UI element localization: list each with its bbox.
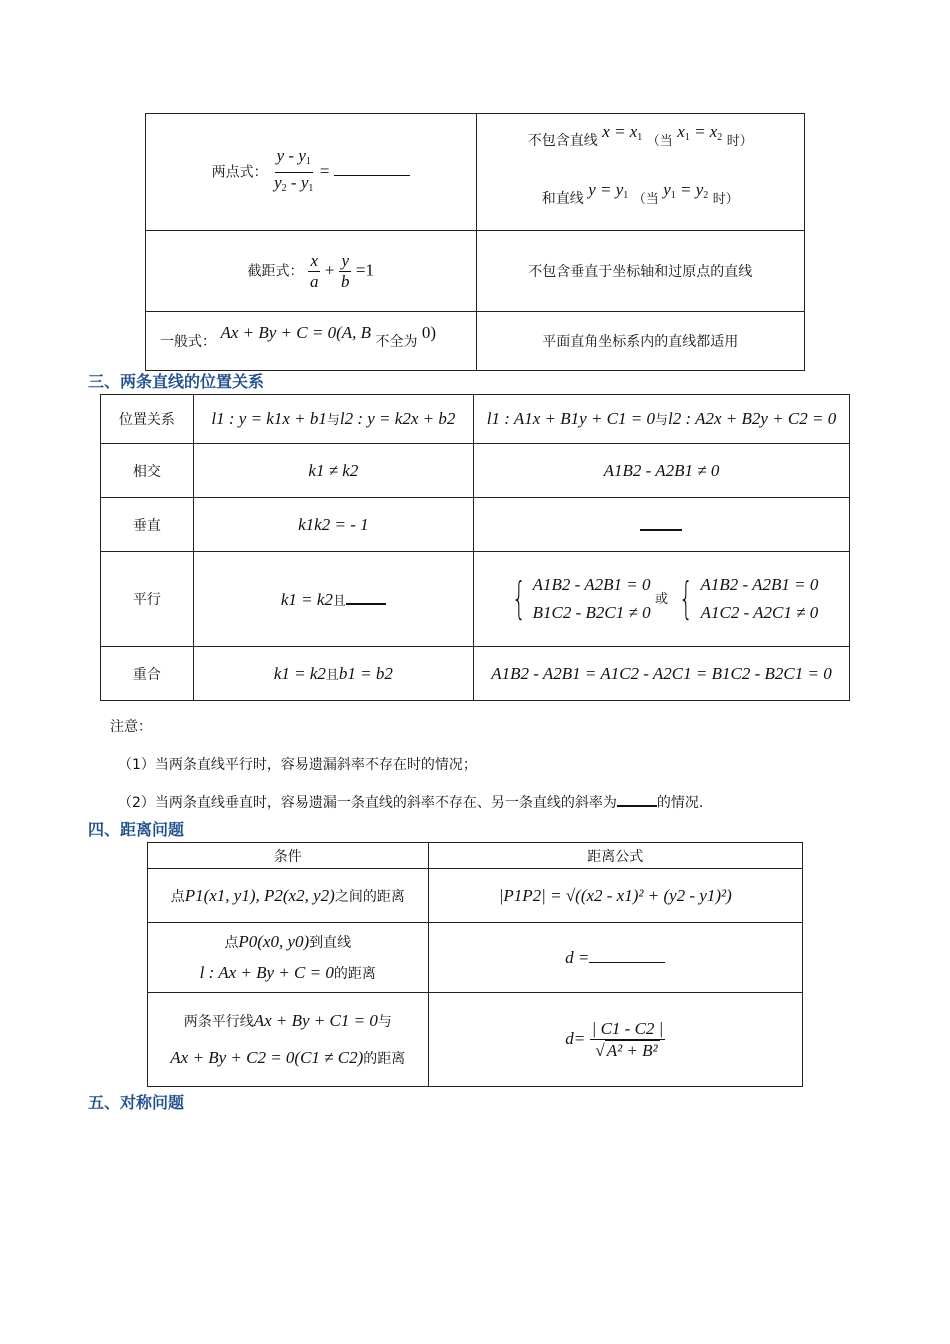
point-line-distance-cond: 点P0(x0, y0)到直线 l : Ax + By + C = 0的距离 <box>148 923 429 993</box>
parallel-sys1-line2: B1C2 - B2C1 ≠ 0 <box>532 603 651 622</box>
point-line-distance-formula: d = <box>428 923 802 993</box>
section-5-heading: 五、对称问题 <box>88 1093 185 1112</box>
cond2-when-eq: $y_1 = y_2$ <box>663 180 709 201</box>
perpendicular-slope: k1k2 = - 1 <box>193 498 473 552</box>
line-equation-forms-table <box>145 113 805 371</box>
intercept-condition: 不包含垂直于坐标轴和过原点的直线 <box>528 264 753 280</box>
pos-header-slope: l1 : y = k1x + b1与l2 : y = k2x + b2 <box>193 395 473 444</box>
notes-item-1: （1）当两条直线平行时，容易遗漏斜率不存在时的情况； <box>118 757 477 773</box>
parallel-sys2-line2: A1C2 - A2C1 ≠ 0 <box>700 603 819 622</box>
parallel-lines-distance-formula: d= $\frac{| C1 - C2 |}{\text{√ A² + B²}}$ <box>428 993 802 1087</box>
cond2-eq: $y = y_1$ <box>588 180 629 201</box>
parallel-sys2-line1: A1B2 - A2B1 = 0 <box>700 575 819 594</box>
notes-blank <box>617 791 657 807</box>
general-form-end: 0) <box>421 323 437 342</box>
intersect-label: 相交 <box>101 444 194 498</box>
intercept-condition-cell <box>476 231 804 312</box>
two-point-blank <box>334 161 410 176</box>
intercept-frac-y: $\frac{y}{b}$ <box>340 250 350 291</box>
two-point-condition-cell <box>476 114 804 231</box>
intersect-slope: k1 ≠ k2 <box>193 444 473 498</box>
general-form-formula: Ax + By + C = 0(A, B <box>220 323 371 342</box>
cond1-when-open: （当 <box>646 134 673 149</box>
cond2-when-close: 时） <box>712 192 739 207</box>
distance-table <box>147 842 803 1087</box>
section-3-heading: 三、两条直线的位置关系 <box>88 372 265 391</box>
intercept-form-label: 截距式： <box>247 263 304 279</box>
general-form-label: 一般式： <box>160 334 216 350</box>
general-form-note: 不全为 <box>375 334 418 350</box>
parallel-general: { A1B2 - A2B1 = 0 B1C2 - B2C1 ≠ 0 或 { A1B2 - A2B1 = 0 A1C2 - A2C1 ≠ 0 <box>473 552 849 647</box>
cond1-when-close: 时） <box>726 134 753 149</box>
coincide-label: 重合 <box>101 647 194 701</box>
intercept-form-cell: 截距式： $\frac{x}{a}$ + $\frac{y}{b}$ =1 <box>146 231 477 312</box>
parallel-blank <box>346 589 386 605</box>
coincide-slope: k1 = k2且b1 = b2 <box>193 647 473 701</box>
parallel-distance-fraction: $\frac{| C1 - C2 |}{\text{√ A² + B²}}$ <box>591 1018 664 1060</box>
two-point-distance-formula: |P1P2| = √((x2 - x1)² + (y2 - y1)²) <box>428 869 802 923</box>
perpendicular-label: 垂直 <box>101 498 194 552</box>
cond1-when-eq: $x_1 = x_2$ <box>677 122 723 143</box>
two-point-form-label: 两点式： <box>211 164 268 180</box>
cond1-prefix: 不包含直线 <box>527 133 598 149</box>
line-position-table <box>100 394 850 701</box>
notes-item-2: （2）当两条直线垂直时，容易遗漏一条直线的斜率不存在、另一条直线的斜率为 的情况. <box>118 791 703 812</box>
parallel-sys1-line1: A1B2 - A2B1 = 0 <box>532 575 651 594</box>
point-line-blank <box>589 948 665 963</box>
two-point-fraction: $\frac{y - y_1}{y_2 - y_1}$ <box>274 145 314 194</box>
general-condition: 平面直角坐标系内的直线都适用 <box>542 334 739 350</box>
perpendicular-blank <box>640 515 682 531</box>
cond1-eq: $x = x_1$ <box>602 122 643 143</box>
perpendicular-general <box>473 498 849 552</box>
two-point-distance-cond: 点P1(x1, y1), P2(x2, y2)之间的距离 <box>148 869 429 923</box>
parallel-or: 或 <box>655 592 669 607</box>
general-condition-cell <box>476 312 804 371</box>
parallel-label: 平行 <box>101 552 194 647</box>
dist-header-formula: 距离公式 <box>428 843 802 869</box>
coincide-general: A1B2 - A2B1 = A1C2 - A2C1 = B1C2 - B2C1 = 0 <box>473 647 849 701</box>
cond2-prefix: 和直线 <box>541 191 584 207</box>
dist-header-condition: 条件 <box>148 843 429 869</box>
intersect-general: A1B2 - A2B1 ≠ 0 <box>473 444 849 498</box>
pos-header-relation: 位置关系 <box>101 395 194 444</box>
notes-title: 注意： <box>110 719 152 735</box>
two-point-equals: = <box>319 161 330 180</box>
parallel-lines-distance-cond: 两条平行线Ax + By + C1 = 0与 Ax + By + C2 = 0(C1 ≠ C2)的距离 <box>148 993 429 1087</box>
intercept-frac-x: $\frac{x}{a}$ <box>309 250 319 291</box>
cond2-when-open: （当 <box>632 192 659 207</box>
general-form-cell <box>146 312 477 371</box>
parallel-slope: k1 = k2且 <box>193 552 473 647</box>
two-point-form-cell <box>146 114 477 231</box>
pos-header-general: l1 : A1x + B1y + C1 = 0与l2 : A2x + B2y + C2 = 0 <box>473 395 849 444</box>
section-4-heading: 四、距离问题 <box>88 820 185 839</box>
